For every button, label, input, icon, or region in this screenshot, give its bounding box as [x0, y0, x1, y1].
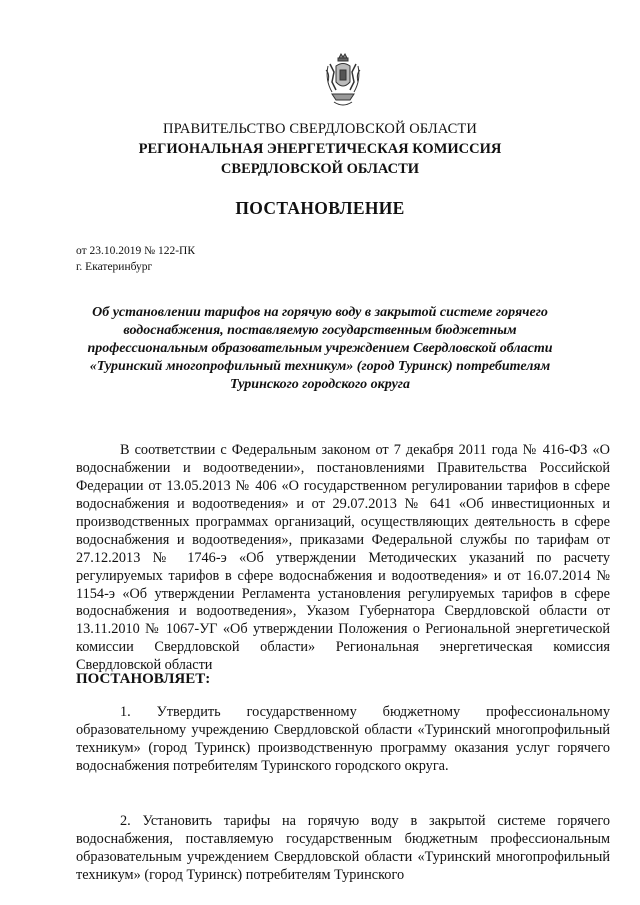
item-2-paragraph: 2. Установить тарифы на горячую воду в закрытой системе горячего водоснабжения, поставляемую государственным бюджетным профессиональным образовательным учреждением Свердловской области «Туринский многопрофильный техникум» (город Туринск) потребителям Туринского	[76, 813, 610, 884]
item-1-paragraph: 1. Утвердить государственному бюджетному профессиональному образовательному учреждению Свердловской области «Туринский многопрофильный техникум» (город Туринск) производственную программу оказания услуг горячего водоснабжения потребителям Туринского городского округа.	[76, 704, 610, 775]
document-subject: Об установлении тарифов на горячую воду в закрытой системе горячего водоснабжения, поставляемую государственным бюджетным профессиональным образовательным учреждением Свердловской области «Туринский многопрофильный техникум» (город Туринск) потребителям Туринского городского округа	[87, 305, 553, 392]
document-date-number: от 23.10.2019 № 122-ПК	[76, 245, 196, 257]
commission-name: РЕГИОНАЛЬНАЯ ЭНЕРГЕТИЧЕСКАЯ КОМИССИЯ	[138, 141, 502, 157]
coat-of-arms-icon	[322, 52, 364, 108]
region-name: СВЕРДЛОВСКОЙ ОБЛАСТИ	[220, 161, 420, 177]
government-name: ПРАВИТЕЛЬСТВО СВЕРДЛОВСКОЙ ОБЛАСТИ	[163, 121, 477, 137]
decree-word: ПОСТАНОВЛЯЕТ:	[76, 671, 211, 687]
document-title: ПОСТАНОВЛЕНИЕ	[235, 198, 405, 218]
preamble-paragraph: В соответствии с Федеральным законом от 7 декабря 2011 года № 416-ФЗ «О водоснабжении и водоотведении», постановлениями Правительства Российской Федерации от 13.05.2013 № 406 «О государственном регулировании тарифов в сфере водоснабжения и водоотведения» и от 29.07.2013 № 641 «Об инвестиционных и производственных программах организаций, осуществляющих деятельность в сфере водоснабжения и водоотведения», приказами Федеральной службы по тарифам от 27.12.2013 № 1746-э «Об утверждении Методических указаний по расчету регулируемых тарифов в сфере водоснабжения и водоотведения» и от 16.07.2014 № 1154-э «Об утверждении Регламента установления регулируемых тарифов в сфере водоснабжения и водоотведения», Указом Губернатора Свердловской области от 13.11.2010 № 1067-УГ «Об утверждении Положения о Региональной энергетической комиссии Свердловской области» Региональная энергетическая комиссия Свердловской области	[76, 442, 610, 674]
document-city: г. Екатеринбург	[76, 261, 153, 273]
